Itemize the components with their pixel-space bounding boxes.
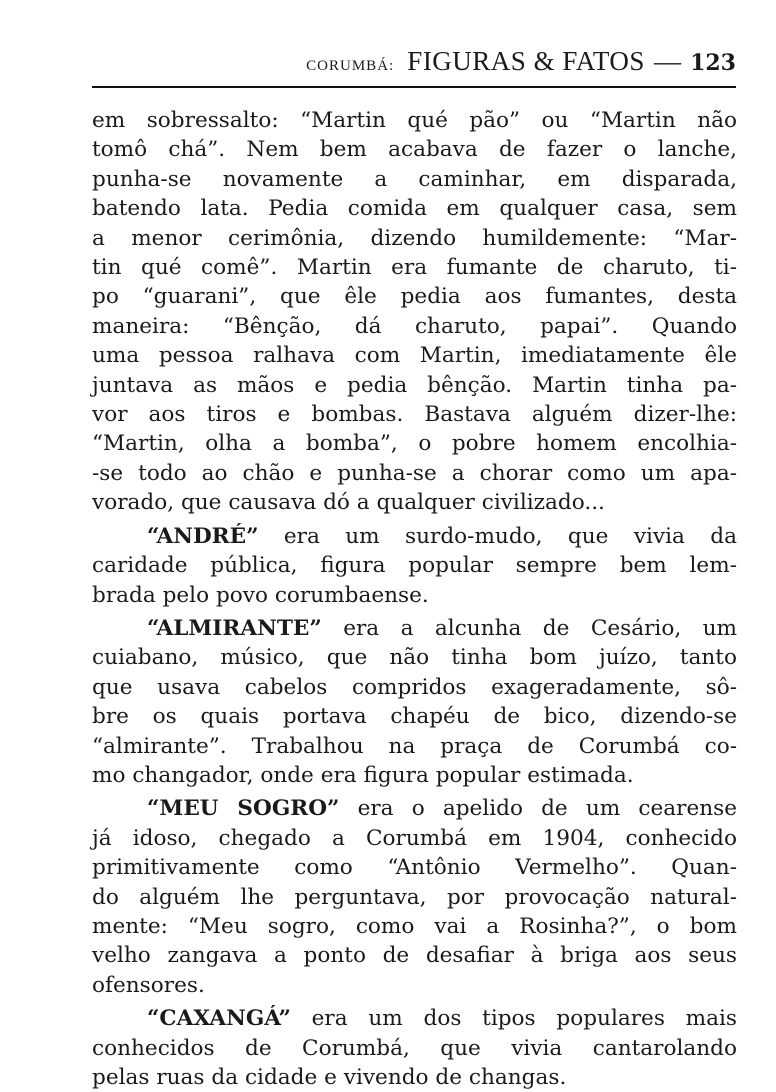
text-line: conhecidos de Corumbá, que vivia cantarolando: [92, 1035, 737, 1061]
text-line: ofensores.: [92, 972, 205, 998]
header-dash: —: [653, 46, 681, 76]
text-line: mo changador, onde era figura popular estimada.: [92, 762, 634, 788]
text-run: era o apelido de um cearense: [339, 796, 737, 822]
text-line: a menor cerimônia, dizendo humildemente: “Mar-: [92, 225, 737, 251]
text-line: velho zangava a ponto de desafiar à briga aos seus: [92, 943, 737, 969]
text-line: tin qué comê”. Martin era fumante de charuto, ti-: [92, 255, 737, 281]
body-text: [92, 106, 737, 1092]
text-line: bre os quais portava chapéu de bico, dizendo-se: [92, 704, 737, 730]
section-title: FIGURAS & FATOS: [407, 46, 645, 76]
running-head: CORUMBÁ:: [306, 58, 395, 74]
nickname-andre: “ANDRÉ”: [147, 523, 259, 549]
paragraph-meu-sogro: [92, 794, 737, 1000]
text-line: cuiabano, músico, que não tinha bom juízo, tanto: [92, 645, 737, 671]
text-line: [92, 522, 737, 551]
text-line: juntava as mãos e pedia bênção. Martin tinha pa-: [92, 372, 737, 398]
text-line: primitivamente como “Antônio Vermelho”. Quan-: [92, 855, 737, 881]
text-line: uma pessoa ralhava com Martin, imediatamente êle: [92, 343, 737, 369]
text-line: -se todo ao chão e punha-se a chorar como um apa-: [92, 460, 737, 486]
text-run: era a alcunha de Cesário, um: [321, 615, 737, 641]
text-line: “almirante”. Trabalhou na praça de Corumbá co-: [92, 733, 737, 759]
text-line: vor aos tiros e bombas. Bastava alguém dizer-lhe:: [92, 402, 737, 428]
text-line: que usava cabelos compridos exageradamente, sô-: [92, 674, 737, 700]
nickname-caxanga: “CAXANGÁ”: [147, 1006, 291, 1032]
text-run: era um surdo-mudo, que vivia da: [258, 523, 737, 549]
text-line: po “guarani”, que êle pedia aos fumantes, desta: [92, 284, 737, 310]
text-line: “Martin, olha a bomba”, o pobre homem encolhia-: [92, 431, 737, 457]
text-line: pelas ruas da cidade e vivendo de changas.: [92, 1065, 567, 1090]
text-line: batendo lata. Pedia comida em qualquer casa, sem: [92, 196, 737, 222]
text-line: vorado, que causava dó a qualquer civilizado...: [92, 490, 605, 516]
text-line: já idoso, chegado a Corumbá em 1904, conhecido: [92, 825, 737, 851]
paragraph-almirante: [92, 614, 737, 790]
page-header: [92, 46, 736, 88]
text-run: era um dos tipos populares mais: [290, 1006, 737, 1032]
text-line: [92, 614, 737, 643]
text-line: brada pelo povo corumbaense.: [92, 582, 429, 608]
paragraph-caxanga: [92, 1004, 737, 1092]
text-line: tomô chá”. Nem bem acabava de fazer o lanche,: [92, 137, 737, 163]
paragraph-andre: [92, 522, 737, 610]
nickname-meu-sogro: “MEU SOGRO”: [147, 796, 340, 822]
text-line: em sobressalto: “Martin qué pão” ou “Martin não: [92, 108, 737, 133]
text-line: [92, 794, 737, 823]
text-line: punha-se novamente a caminhar, em disparada,: [92, 166, 737, 192]
nickname-almirante: “ALMIRANTE”: [147, 615, 322, 641]
text-line: mente: “Meu sogro, como vai a Rosinha?”, o bom: [92, 913, 737, 939]
paragraph-martin: [92, 106, 737, 518]
text-line: maneira: “Bênção, dá charuto, papai”. Quando: [92, 313, 737, 339]
text-line: [92, 1004, 737, 1033]
page-number: 123: [690, 50, 736, 76]
text-line: do alguém lhe perguntava, por provocação natural-: [92, 884, 737, 910]
text-line: caridade pública, figura popular sempre bem lem-: [92, 553, 737, 579]
